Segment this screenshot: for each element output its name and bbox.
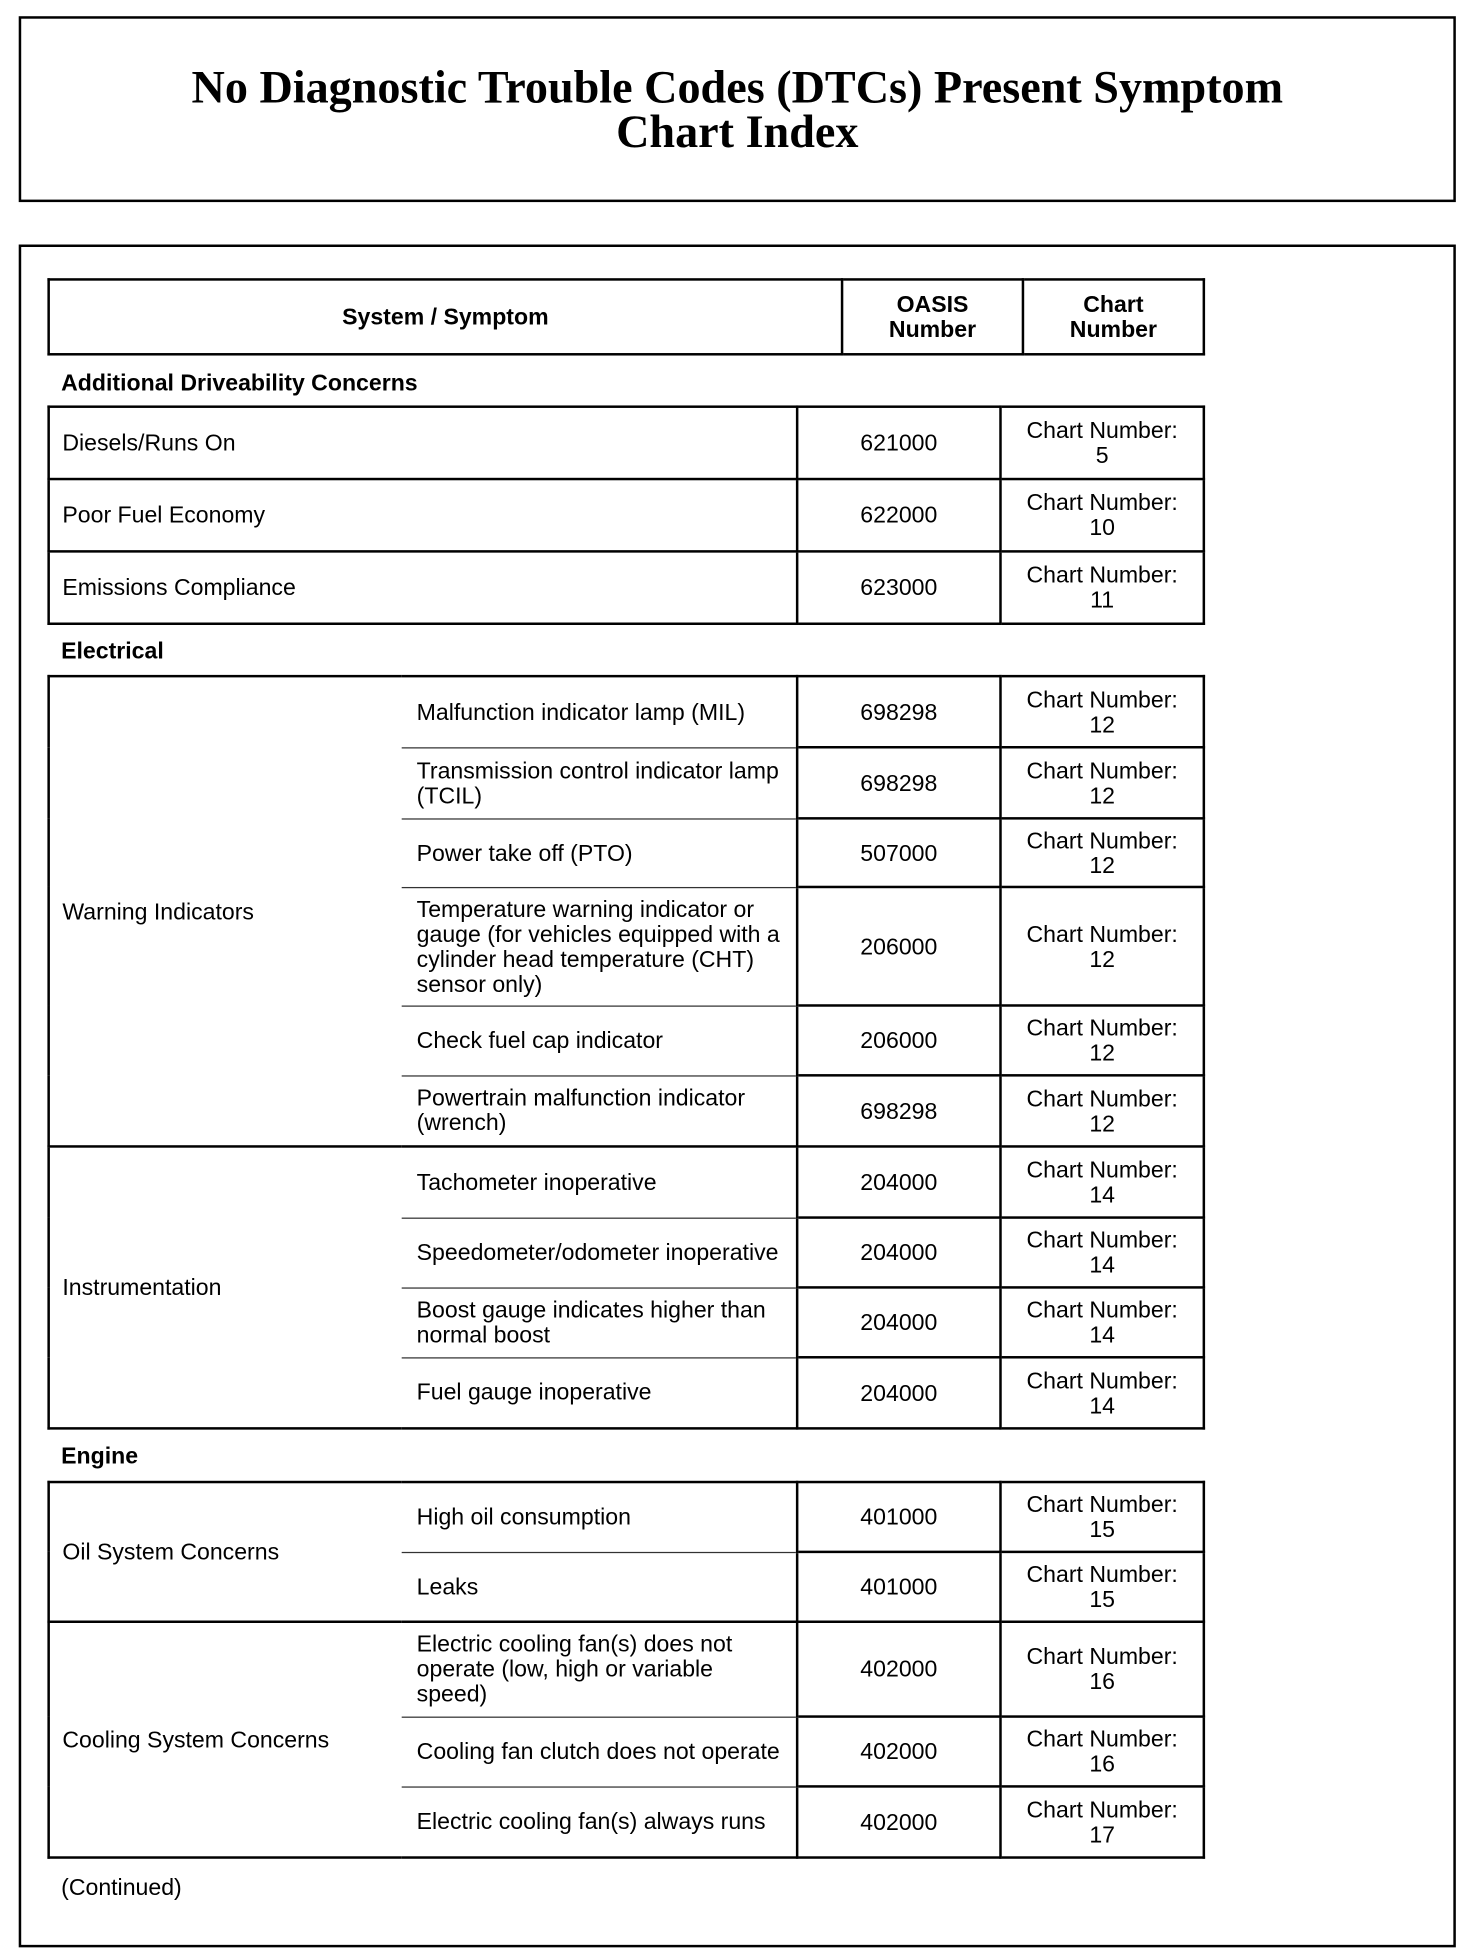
chart-number-value: 15 <box>1089 1515 1115 1542</box>
chart-number <box>1000 1552 1203 1622</box>
symptom: High oil consumption <box>402 1482 797 1552</box>
chart-number <box>1000 818 1203 887</box>
symptom: Speedometer/odometer inoperative <box>402 1218 797 1288</box>
chart-number-value: 5 <box>1095 441 1109 468</box>
symptom: Electric cooling fan(s) always runs <box>402 1786 797 1857</box>
header-chart-number <box>1023 279 1204 354</box>
oasis-number: 204000 <box>797 1287 1000 1357</box>
oasis-number: 621000 <box>797 407 1000 479</box>
oasis-number: 402000 <box>797 1786 1000 1857</box>
chart-number-label: Chart Number: <box>1026 489 1178 516</box>
chart-number-label: Chart Number: <box>1026 1226 1178 1253</box>
symptom: Transmission control indicator lamp (TCIL) <box>402 747 797 818</box>
group-name: Cooling System Concerns <box>49 1622 402 1858</box>
title-line-2: Chart Index <box>616 107 859 159</box>
chart-number <box>1000 1075 1203 1146</box>
header-oasis-line1: OASIS <box>896 290 969 317</box>
symptom: Poor Fuel Economy <box>49 479 798 551</box>
chart-number-value: 11 <box>1090 586 1115 613</box>
chart-number <box>1000 1287 1203 1357</box>
header-chart-line1: Chart <box>1083 290 1144 317</box>
chart-number <box>1000 407 1203 479</box>
chart-number-label: Chart Number: <box>1026 1642 1178 1670</box>
symptom: Check fuel cap indicator <box>402 1005 797 1075</box>
symptom: Fuel gauge inoperative <box>402 1357 797 1428</box>
symptom: Power take off (PTO) <box>402 818 797 887</box>
table-row <box>49 1146 1204 1217</box>
chart-number-label: Chart Number: <box>1026 1560 1178 1587</box>
symptom: Diesels/Runs On <box>49 407 798 479</box>
table-header <box>47 278 1205 355</box>
table-row <box>49 676 1204 747</box>
section-title: Engine <box>61 1442 139 1469</box>
group-name: Oil System Concerns <box>49 1482 402 1622</box>
oasis-number: 401000 <box>797 1482 1000 1552</box>
oasis-number: 698298 <box>797 1075 1000 1146</box>
section-table <box>47 405 1205 625</box>
chart-number-value: 14 <box>1089 1251 1115 1278</box>
oasis-number: 204000 <box>797 1357 1000 1428</box>
chart-number-value: 17 <box>1089 1820 1115 1847</box>
chart-number-value: 16 <box>1089 1750 1115 1777</box>
chart-number-label: Chart Number: <box>1026 1155 1178 1183</box>
table-row <box>49 479 1204 551</box>
oasis-number: 507000 <box>797 818 1000 887</box>
oasis-number: 622000 <box>797 479 1000 551</box>
symptom: Powertrain malfunction indicator (wrench) <box>402 1075 797 1146</box>
oasis-number: 402000 <box>797 1622 1000 1717</box>
chart-number <box>1000 1218 1203 1288</box>
chart-number-value: 14 <box>1089 1180 1115 1207</box>
table-row <box>49 1622 1204 1717</box>
chart-number <box>1000 1622 1203 1717</box>
chart-number <box>1000 747 1203 818</box>
chart-number-label: Chart Number: <box>1026 416 1178 443</box>
chart-number-label: Chart Number: <box>1026 1795 1178 1822</box>
chart-number-label: Chart Number: <box>1026 1296 1178 1323</box>
chart-number-label: Chart Number: <box>1026 561 1178 588</box>
oasis-number: 698298 <box>797 747 1000 818</box>
chart-number <box>1000 887 1203 1006</box>
chart-number-value: 12 <box>1089 710 1115 737</box>
oasis-number: 204000 <box>797 1146 1000 1217</box>
section-title: Additional Driveability Concerns <box>61 369 418 396</box>
chart-number <box>1000 551 1203 623</box>
table-row <box>49 407 1204 479</box>
group-name: Warning Indicators <box>49 676 402 1146</box>
chart-number-value: 16 <box>1089 1667 1115 1695</box>
header-system-symptom: System / Symptom <box>49 279 842 354</box>
section-table <box>47 675 1205 1430</box>
chart-number-label: Chart Number: <box>1026 1014 1178 1041</box>
section-table <box>47 1481 1205 1859</box>
chart-number-value: 12 <box>1089 944 1115 972</box>
symptom: Emissions Compliance <box>49 551 798 623</box>
oasis-number: 402000 <box>797 1717 1000 1787</box>
symptom: Boost gauge indicates higher than normal boost <box>402 1287 797 1357</box>
title-line-1: No Diagnostic Trouble Codes (DTCs) Present Symptom <box>191 62 1284 114</box>
chart-number-value: 14 <box>1089 1391 1115 1418</box>
chart-number <box>1000 1482 1203 1552</box>
chart-number-value: 10 <box>1089 513 1115 541</box>
chart-number <box>1000 676 1203 747</box>
oasis-number: 206000 <box>797 887 1000 1006</box>
chart-number-label: Chart Number: <box>1026 920 1178 947</box>
symptom: Malfunction indicator lamp (MIL) <box>402 676 797 747</box>
chart-number <box>1000 479 1203 551</box>
chart-number-label: Chart Number: <box>1026 1725 1178 1752</box>
oasis-number: 204000 <box>797 1218 1000 1288</box>
continued-note: (Continued) <box>61 1873 182 1900</box>
header-oasis-number <box>842 279 1023 354</box>
symptom: Temperature warning indicator or gauge (for vehicles equipped with a cylinder head temperature (CHT) sensor only) <box>402 887 797 1006</box>
chart-number-value: 12 <box>1089 851 1115 878</box>
chart-number-value: 12 <box>1089 1109 1115 1136</box>
chart-number-label: Chart Number: <box>1026 756 1178 783</box>
symptom: Cooling fan clutch does not operate <box>402 1717 797 1787</box>
chart-number <box>1000 1357 1203 1428</box>
table-row <box>49 1482 1204 1552</box>
chart-number-label: Chart Number: <box>1026 826 1178 853</box>
group-name: Instrumentation <box>49 1146 402 1428</box>
chart-number <box>1000 1005 1203 1075</box>
table-row <box>49 551 1204 623</box>
chart-number-label: Chart Number: <box>1026 685 1178 712</box>
section-title: Electrical <box>61 637 164 664</box>
oasis-number: 623000 <box>797 551 1000 623</box>
oasis-number: 401000 <box>797 1552 1000 1622</box>
symptom: Leaks <box>402 1552 797 1622</box>
chart-number <box>1000 1717 1203 1787</box>
chart-number-value: 12 <box>1089 1039 1115 1066</box>
page-title <box>21 62 1453 159</box>
chart-number <box>1000 1146 1203 1217</box>
chart-number-label: Chart Number: <box>1026 1084 1178 1111</box>
chart-number-label: Chart Number: <box>1026 1490 1178 1517</box>
chart-number-label: Chart Number: <box>1026 1366 1178 1393</box>
chart-number-value: 12 <box>1089 781 1115 808</box>
symptom: Tachometer inoperative <box>402 1146 797 1217</box>
chart-number-value: 14 <box>1089 1321 1115 1348</box>
title-box <box>19 16 1456 202</box>
header-chart-line2: Number <box>1069 315 1157 342</box>
oasis-number: 698298 <box>797 676 1000 747</box>
chart-number <box>1000 1786 1203 1857</box>
oasis-number: 206000 <box>797 1005 1000 1075</box>
chart-number-value: 15 <box>1089 1585 1115 1612</box>
header-oasis-line2: Number <box>888 315 977 342</box>
symptom: Electric cooling fan(s) does not operate (low, high or variable speed) <box>402 1622 797 1717</box>
